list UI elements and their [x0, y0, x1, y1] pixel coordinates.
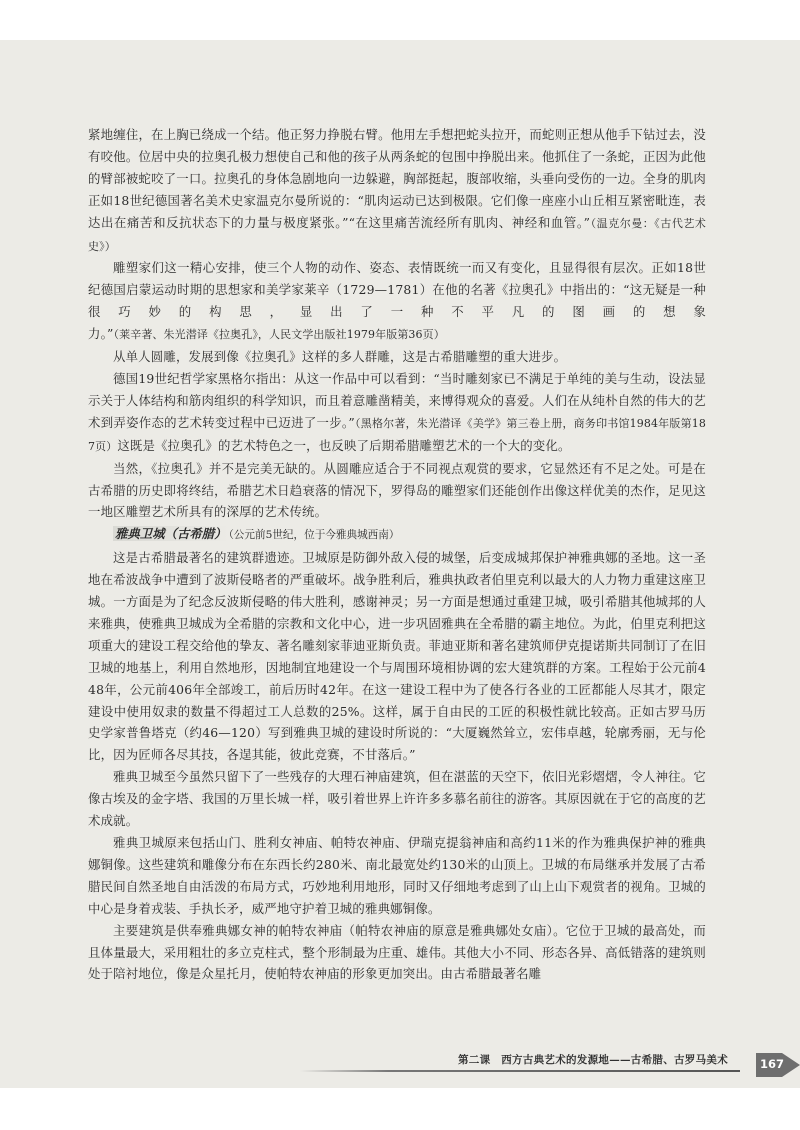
paragraph-3: 从单人圆雕，发展到像《拉奥孔》这样的多人群雕，这是古希腊雕塑的重大进步。: [113, 349, 567, 365]
section-note: （公元前5世纪，位于今雅典城西南）: [228, 529, 400, 542]
page-number: 167: [760, 1057, 785, 1071]
source-citation-1: （温克尔曼：《古代艺术史》）: [88, 216, 706, 253]
paragraph-7: 雅典卫城至今虽然只留下了一些残存的大理石神庙建筑，但在湛蓝的天空下，依旧光彩熠熠，令人神往。它像古埃及的金字塔、我国的万里长城一样，吸引着世界上许许多多慕名前往的游客。其原因就在于它的高度的艺术成就。: [88, 769, 706, 829]
book-page: [0, 40, 800, 1088]
page-body: [88, 124, 706, 985]
paragraph-2-text: 雕塑家们这一精心安排，使三个人物的动作、姿态、表情既统一而又有变化，且显得很有层次。正如18世纪德国启蒙运动时期的思想家和美学家莱辛（1729—1781）在他的名著《拉奥孔》中指出的：“这无疑是一种很巧妙的构思，显出了一种不平凡的图画的想象力。”: [88, 260, 706, 342]
section-title: 雅典卫城（古希腊）: [115, 526, 227, 542]
paragraph-8: 雅典卫城原来包括山门、胜利女神庙、帕特农神庙、伊瑞克提翁神庙和高约11米的作为雅典保护神的雅典娜铜像。这些建筑和雕像分布在东西长约280米、南北最宽处约130米的山顶上。卫城的布局继承并发展了古希腊民间自然圣地自由活泼的布局方式，巧妙地利用地形，同时又仔细地考虑到了山上山下观赏者的视角。卫城的中心是身着戎装、手执长矛，威严地守护着卫城的雅典娜铜像。: [88, 835, 706, 916]
source-citation-2: （莱辛著、朱光潜译《拉奥孔》，人民文学出版社1979年版第36页）: [113, 328, 445, 342]
paragraph-4-tail: 这既是《拉奥孔》的艺术特色之一，也反映了后期希腊雕塑艺术的一个大的变化。: [117, 437, 571, 453]
page-number-tab: [756, 1050, 800, 1080]
paragraph-1: [88, 124, 706, 257]
paragraph-9: 主要建筑是供奉雅典娜女神的帕特农神庙（帕特农神庙的原意是雅典娜处女庙）。它位于卫城的最高处，而且体量最大，采用粗壮的多立克柱式，整个形制最为庄重、雄伟。其他大小不同、形态各异、高低错落的建筑则处于陪衬地位，像是众星托月，使帕特农神庙的形象更加突出。由古希腊最著名雕: [88, 922, 706, 982]
paragraph-6: 这是古希腊最著名的建筑群遗迹。卫城原是防御外敌入侵的城堡，后变成城邦保护神雅典娜的圣地。这一圣地在希波战争中遭到了波斯侵略者的严重破坏。战争胜利后，雅典执政者伯里克利以最大的人力物力重建这座卫城。一方面是为了纪念反波斯侵略的伟大胜利，感谢神灵；另一方面是想通过重建卫城，吸引希腊其他城邦的人来雅典，使雅典卫城成为全希腊的宗教和文化中心，进一步巩固雅典在全希腊的霸主地位。为此，伯里克利把这项重大的建设工程交给他的挚友、著名雕刻家菲迪亚斯负责。菲迪亚斯和著名建筑师伊克提诺斯共同制订了在旧卫城的地基上，利用自然地形，因地制宜地建设一个与周围环境相协调的宏大建筑群的方案。工程始于公元前448年，公元前406年全部竣工，前后历时42年。在这一建设工程中为了使各行各业的工匠都能人尽其才，限定建设中使用奴隶的数量不得超过工人总数的25%。这样，属于自由民的工匠的积极性就比较高。正如古罗马历史学家普鲁塔克（约46—120）写到雅典卫城的建设时所说的：“大厦巍然耸立，宏伟卓越，轮廓秀丽，无与伦比，因为匠师各尽其技，各逞其能，彼此竞赛，不甘落后。”: [88, 550, 706, 763]
running-footer: 第二课 西方古典艺术的发源地——古希腊、古罗马美术: [458, 1054, 728, 1066]
source-citation-3: （黑格尔著，朱光潜译《美学》第三卷上册，商务印书馆1984年版第187页）: [88, 416, 706, 453]
footer-rule: [300, 1070, 740, 1072]
paragraph-4: [88, 368, 706, 458]
paragraph-1-text: 紧地缠住，在上胸已绕成一个结。他正努力挣脱右臂。他用左手想把蛇头拉开，而蛇则正想从他手下钻过去，没有咬他。位居中央的拉奥孔极力想使自己和他的孩子从两条蛇的包围中挣脱出来。他抓住了一条蛇，正因为此他的臂部被蛇咬了一口。拉奥孔的身体急剧地向一边躲避，胸部挺起，腹部收缩，头垂向受伤的一边。全身的肌肉正如18世纪德国著名美术史家温克尔曼所说的：“肌肉运动已达到极限。它们像一座座小山丘相互紧密毗连，表达出在痛苦和反抗状态下的力量与极度紧张。”“在这里痛苦流经所有肌肉、神经和血管。”: [88, 127, 706, 230]
paragraph-4-text: 德国19世纪哲学家黑格尔指出：从这一作品中可以看到：“当时雕刻家已不满足于单纯的美与生动，设法显示关于人体结构和筋肉组织的科学知识，而且着意雕凿精美，来博得观众的喜爱。人们在从纯朴自然的伟大的艺术到弄姿作态的艺术转变过程中已迈进了一步。”: [88, 370, 706, 430]
section-heading: [88, 523, 706, 547]
paragraph-2: [88, 257, 706, 346]
paragraph-5: 当然，《拉奥孔》并不是完美无缺的。从圆雕应适合于不同视点观赏的要求，它显然还有不足之处。可是在古希腊的历史即将终结，希腊艺术日趋衰落的情况下，罗得岛的雕塑家们还能创作出像这样优美的杰作，足见这一地区雕塑艺术所具有的深厚的艺术传统。: [88, 460, 706, 520]
